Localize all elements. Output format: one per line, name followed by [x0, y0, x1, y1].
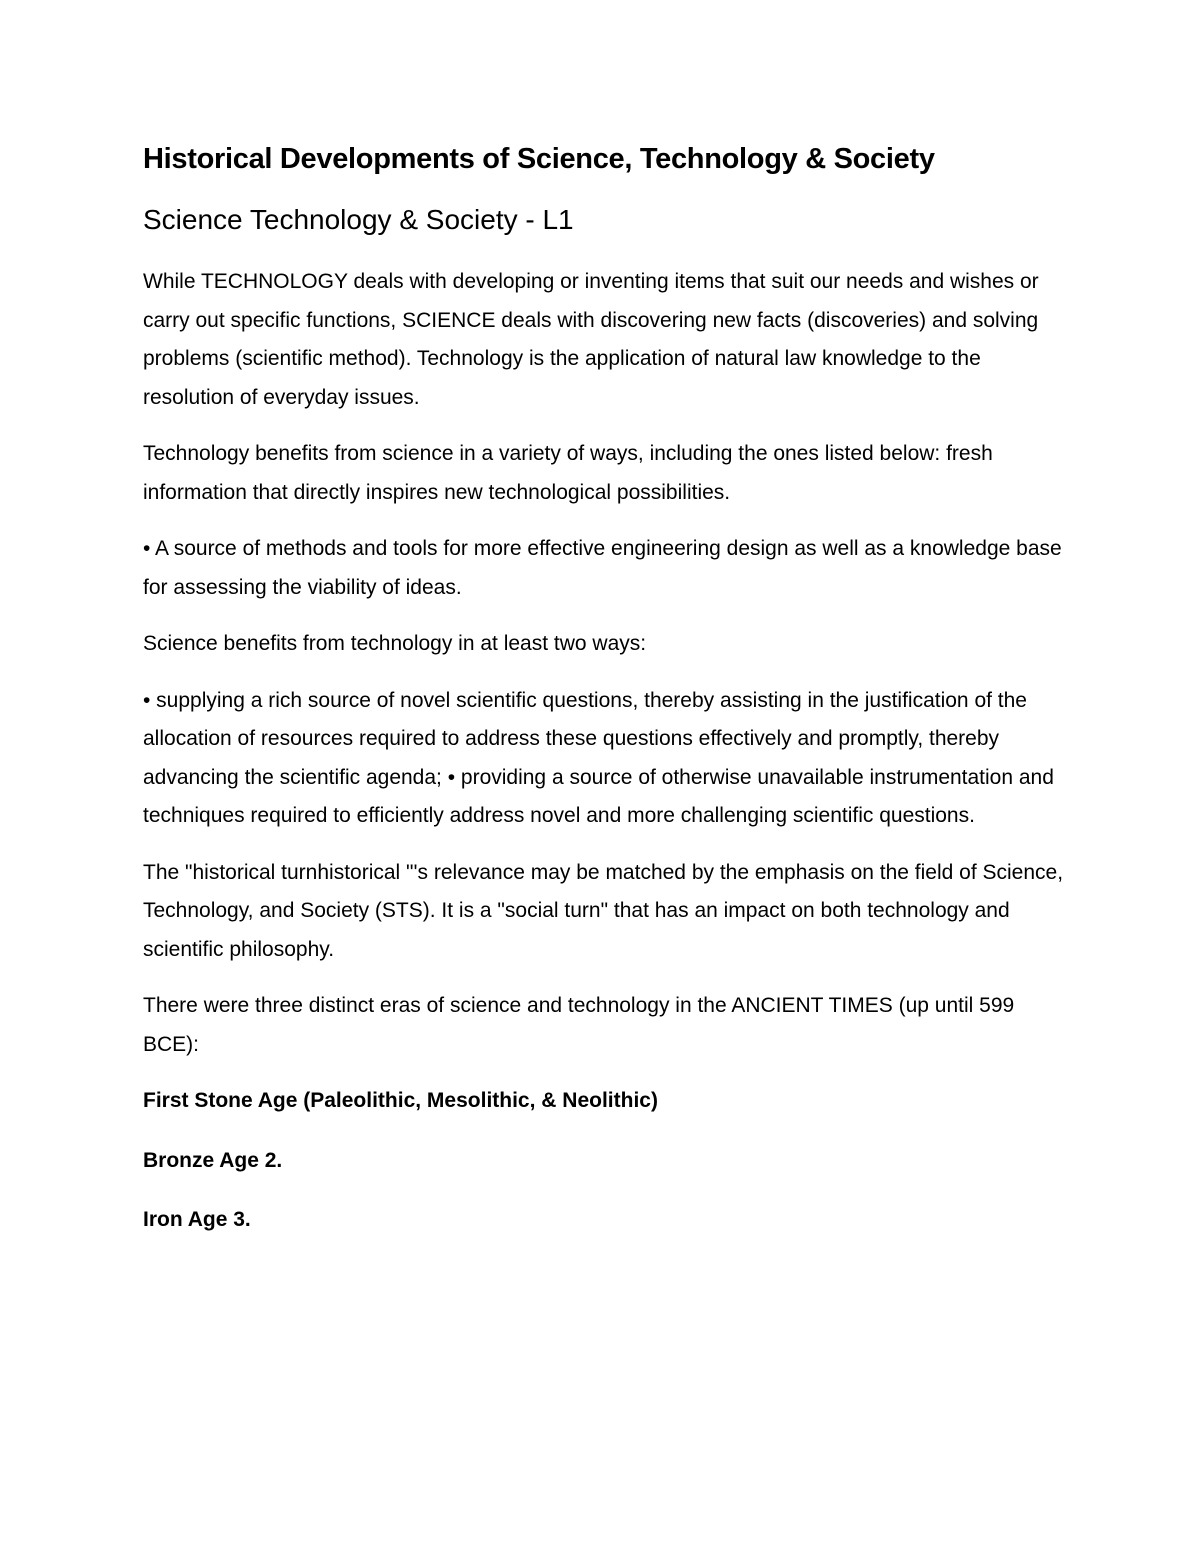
- document-subtitle: Science Technology & Society - L1: [143, 203, 574, 235]
- paragraph-historical-turn: The "historical turnhistorical "'s relevance may be matched by the emphasis on the field of Science, Technology, and Society (STS). It is a "social turn" that has an impact on both technology and scientific philosophy.: [143, 860, 1064, 961]
- paragraph-technology-benefits: Technology benefits from science in a variety of ways, including the ones listed below: fresh information that directly inspires new technological possibilities.: [143, 442, 993, 504]
- paragraph-ancient-times: There were three distinct eras of science and technology in the ANCIENT TIMES (up until 599 BCE):: [143, 994, 1015, 1056]
- paragraph-bullet-novel-questions: • supplying a rich source of novel scientific questions, thereby assisting in the justification of the allocation of resources required to address these questions effectively and promptly, thereby advancing the scientific agenda; • providing a source of otherwise unavailable instrumentation and techniques required to efficiently address novel and more challenging scientific questions.: [143, 688, 1054, 828]
- paragraph-science-benefits: Science benefits from technology in at least two ways:: [143, 632, 647, 656]
- paragraph-bullet-methods-tools: • A source of methods and tools for more effective engineering design as well as a knowledge base for assessing the viability of ideas.: [143, 537, 1062, 599]
- document-body: [143, 142, 1073, 1240]
- era-stone-age: First Stone Age (Paleolithic, Mesolithic, & Neolithic): [143, 1089, 658, 1113]
- document-title: Historical Developments of Science, Technology & Society: [143, 143, 935, 175]
- era-bronze-age: Bronze Age 2.: [143, 1148, 283, 1172]
- era-iron-age: Iron Age 3.: [143, 1208, 251, 1232]
- paragraph-technology-vs-science: While TECHNOLOGY deals with developing or inventing items that suit our needs and wishes or carry out specific functions, SCIENCE deals with discovering new facts (discoveries) and solving problems (scientific method). Technology is the application of natural law knowledge to the resolution of everyday issues.: [143, 270, 1039, 409]
